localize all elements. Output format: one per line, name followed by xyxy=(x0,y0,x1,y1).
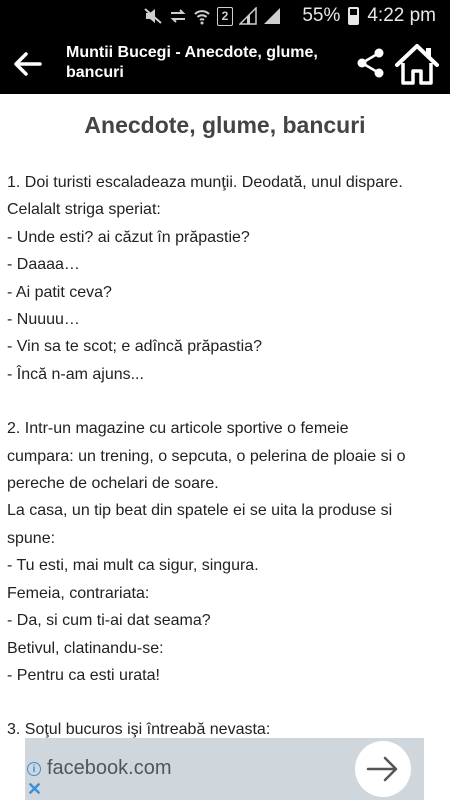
data-transfer-icon xyxy=(169,7,187,25)
ad-info-icon[interactable]: i xyxy=(27,762,41,776)
text-line: pereche de ochelari de soare. xyxy=(7,475,219,493)
sim-slot-badge: 2 xyxy=(217,7,233,26)
ad-close-icon[interactable]: ✕ xyxy=(27,779,43,799)
wifi-icon xyxy=(193,7,211,25)
text-line: - Da, si cum ti-ai dat seama? xyxy=(7,612,211,630)
ad-go-button[interactable] xyxy=(355,741,411,797)
clock: 4:22 pm xyxy=(367,5,436,26)
text-line: - Încă n-am ajuns... xyxy=(7,365,144,383)
article-heading: Anecdote, glume, bancuri xyxy=(84,112,366,138)
text-line: Femeia, contrariata: xyxy=(7,584,150,602)
battery-percent: 55% xyxy=(302,5,341,26)
text-line: - Pentru ca esti urata! xyxy=(7,666,160,684)
text-line: - Unde esti? ai căzut în prăpastie? xyxy=(7,228,250,246)
text-line: - Tu esti, mai mult ca sigur, singura. xyxy=(7,557,259,575)
home-icon[interactable] xyxy=(393,41,441,87)
mute-icon xyxy=(143,7,163,25)
text-line: 1. Doi turisti escaladeaza munţii. Deodată, unul dispare. xyxy=(7,174,403,191)
app-title: Muntii Bucegi - Anecdote, glume, bancuri xyxy=(66,44,318,81)
text-line: Betivul, clatinandu-se: xyxy=(7,639,164,657)
joke-paragraph xyxy=(7,716,443,738)
app-bar xyxy=(0,33,450,94)
text-line: - Daaaa… xyxy=(7,256,80,274)
text-line: 3. Soţul bucuros işi întreabă nevasta: xyxy=(7,721,271,738)
status-bar xyxy=(0,0,450,33)
text-line: spune: xyxy=(7,529,56,547)
share-icon[interactable] xyxy=(356,47,386,79)
text-line: - Ai patit ceva? xyxy=(7,283,112,301)
text-line: cumpara: un trening, o sepcuta, o pelerina de ploaie si o xyxy=(7,447,406,465)
status-icons xyxy=(143,6,281,26)
article-body xyxy=(7,169,443,738)
text-line: - Vin sa te scot; e adîncă prăpastia? xyxy=(7,338,262,356)
ad-banner[interactable] xyxy=(25,738,424,800)
text-line: La casa, un tip beat din spatele ei se uita la produse si xyxy=(7,502,393,520)
signal-icon xyxy=(239,7,257,25)
text-line: - Nuuuu… xyxy=(7,311,80,329)
arrow-right-icon xyxy=(366,755,400,783)
signal-icon-2 xyxy=(263,7,281,25)
battery-icon xyxy=(348,7,359,25)
article-content xyxy=(0,94,450,738)
back-arrow-icon[interactable] xyxy=(10,46,46,82)
ad-text: facebook.com xyxy=(47,757,172,779)
text-line: Celalalt striga speriat: xyxy=(7,201,161,219)
status-right xyxy=(302,5,436,27)
text-line: 2. Intr-un magazine cu articole sportive o femeie xyxy=(7,420,349,438)
joke-paragraph xyxy=(7,169,443,388)
joke-paragraph xyxy=(7,415,443,689)
